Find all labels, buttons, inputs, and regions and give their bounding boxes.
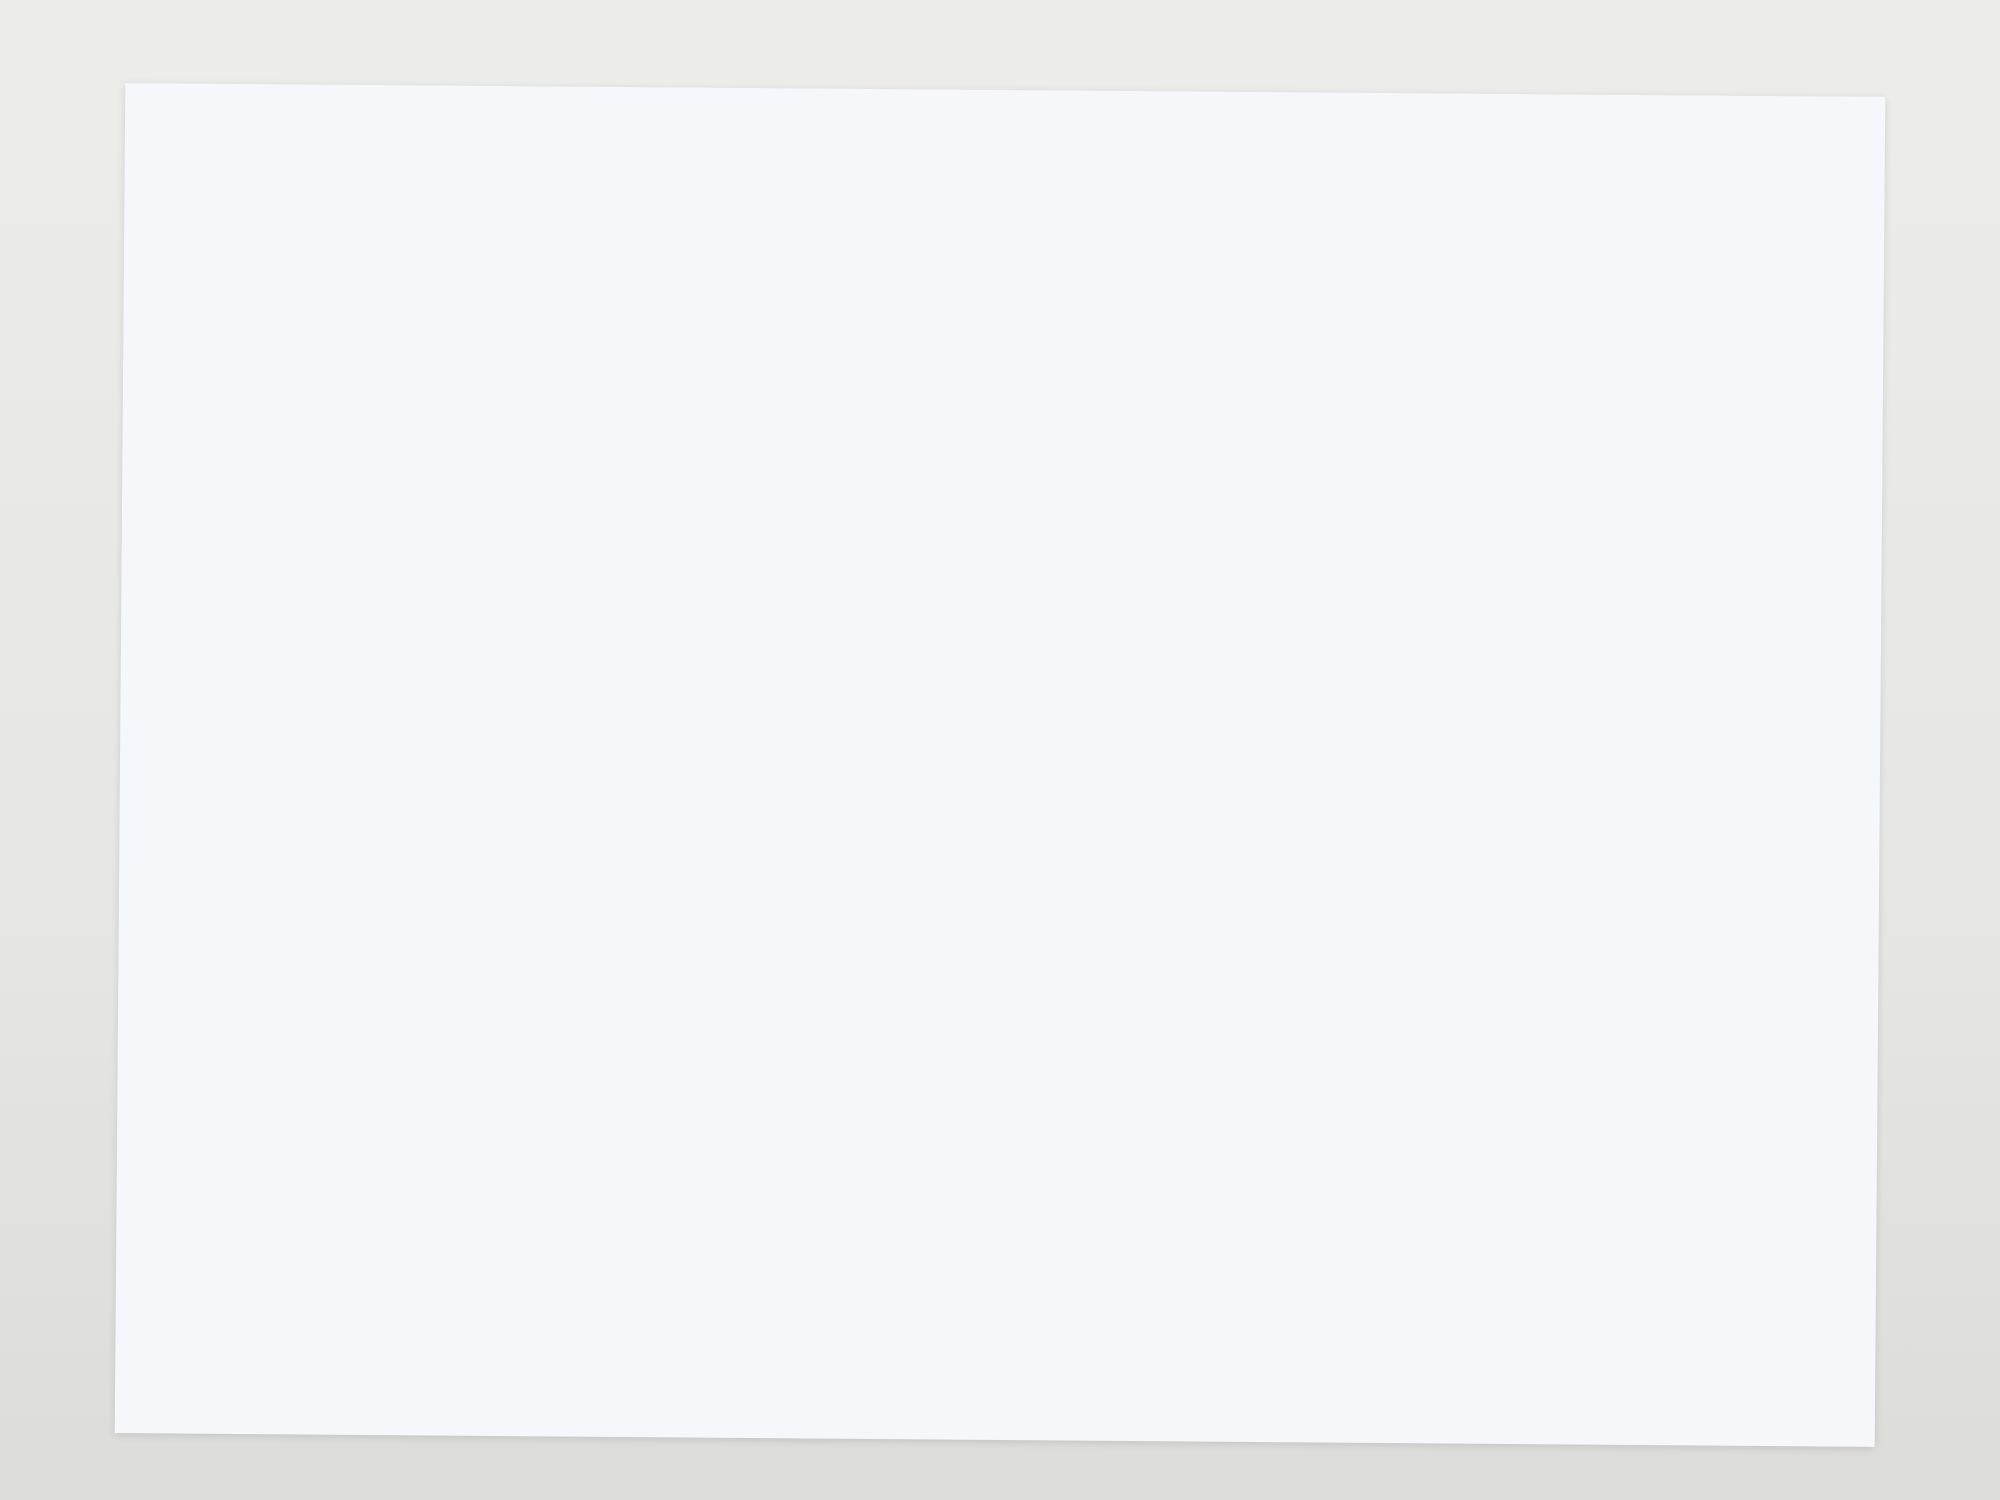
document-page xyxy=(115,83,1886,1447)
